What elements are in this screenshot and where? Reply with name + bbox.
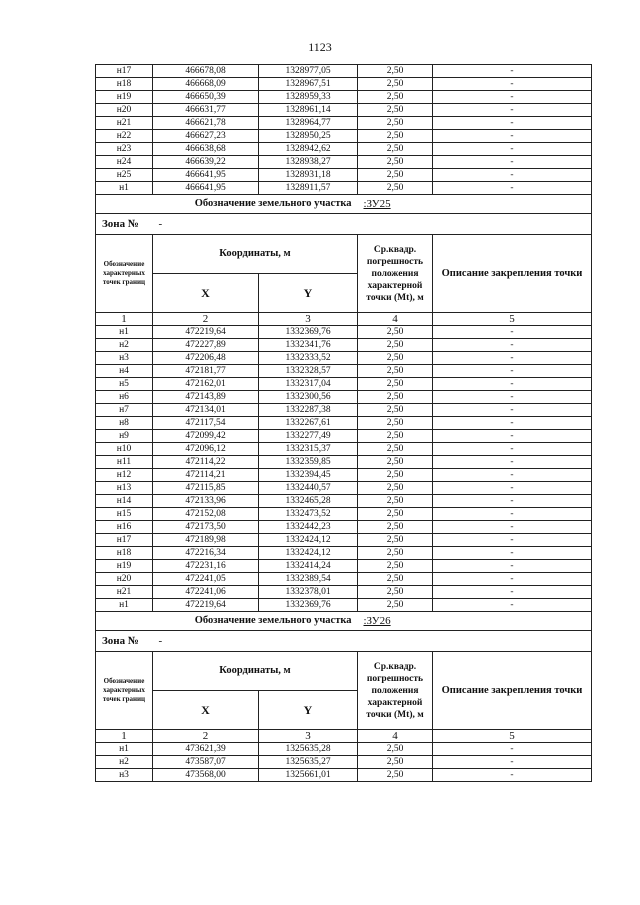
point-id-cell: н13 [96, 482, 153, 495]
y-coordinate-cell: 1332394,45 [259, 469, 358, 482]
y-coordinate-cell: 1328961,14 [259, 104, 358, 117]
y-coordinate-cell: 1332473,52 [259, 508, 358, 521]
error-cell: 2,50 [358, 130, 433, 143]
y-column-header: Y [259, 274, 358, 313]
error-header: Ср.квадр. погрешность положения характерной точки (Mt), м [358, 235, 433, 313]
table-row [96, 143, 592, 156]
error-cell: 2,50 [358, 456, 433, 469]
table-row [96, 430, 592, 443]
table-row [96, 91, 592, 104]
point-id-cell: н5 [96, 378, 153, 391]
column-number: 2 [153, 730, 259, 743]
y-coordinate-cell: 1328942,62 [259, 143, 358, 156]
point-id-cell: н20 [96, 573, 153, 586]
x-coordinate-cell: 466641,95 [153, 169, 259, 182]
x-coordinate-cell: 472099,42 [153, 430, 259, 443]
point-id-cell: н25 [96, 169, 153, 182]
fixation-description-header: Описание закрепления точки [433, 652, 592, 730]
description-cell: - [433, 117, 592, 130]
y-coordinate-cell: 1332424,12 [259, 534, 358, 547]
x-coordinate-cell: 473568,00 [153, 769, 259, 782]
x-coordinate-cell: 472231,16 [153, 560, 259, 573]
description-cell: - [433, 365, 592, 378]
table-row [96, 104, 592, 117]
table-row [96, 573, 592, 586]
y-coordinate-cell: 1325661,01 [259, 769, 358, 782]
x-coordinate-cell: 473621,39 [153, 743, 259, 756]
y-coordinate-cell: 1332341,76 [259, 339, 358, 352]
description-cell: - [433, 521, 592, 534]
table-row [96, 495, 592, 508]
error-cell: 2,50 [358, 586, 433, 599]
description-cell: - [433, 104, 592, 117]
error-cell: 2,50 [358, 391, 433, 404]
point-id-cell: н21 [96, 117, 153, 130]
x-coordinate-cell: 466621,78 [153, 117, 259, 130]
point-id-cell: н1 [96, 599, 153, 612]
x-coordinate-cell: 466678,08 [153, 65, 259, 78]
x-coordinate-cell: 466631,77 [153, 104, 259, 117]
x-coordinate-cell: 472219,64 [153, 599, 259, 612]
description-cell: - [433, 417, 592, 430]
description-cell: - [433, 599, 592, 612]
x-coordinate-cell: 466668,09 [153, 78, 259, 91]
table-row [96, 117, 592, 130]
point-id-cell: н1 [96, 182, 153, 195]
x-coordinate-cell: 472206,48 [153, 352, 259, 365]
y-coordinate-cell: 1332300,56 [259, 391, 358, 404]
table-row [96, 391, 592, 404]
error-cell: 2,50 [358, 417, 433, 430]
x-coordinate-cell: 472181,77 [153, 365, 259, 378]
error-cell: 2,50 [358, 599, 433, 612]
x-coordinate-cell: 472117,54 [153, 417, 259, 430]
zone-row [96, 214, 592, 235]
error-cell: 2,50 [358, 65, 433, 78]
point-id-cell: н21 [96, 586, 153, 599]
plot-designation-label: Обозначение земельного участка [96, 195, 358, 214]
point-id-cell: н19 [96, 560, 153, 573]
x-coordinate-cell: 472133,96 [153, 495, 259, 508]
point-id-cell: н19 [96, 91, 153, 104]
page-number: 1123 [308, 40, 332, 54]
y-coordinate-cell: 1328959,33 [259, 91, 358, 104]
table-header-row [96, 235, 592, 274]
table-row [96, 78, 592, 91]
error-cell: 2,50 [358, 365, 433, 378]
plot-designation-label: Обозначение земельного участка [96, 612, 358, 631]
plot-designation-row [96, 195, 592, 214]
point-id-cell: н3 [96, 769, 153, 782]
error-cell: 2,50 [358, 560, 433, 573]
x-coordinate-cell: 472152,08 [153, 508, 259, 521]
table-row [96, 534, 592, 547]
y-coordinate-cell: 1332424,12 [259, 547, 358, 560]
x-coordinate-cell: 472219,64 [153, 326, 259, 339]
y-coordinate-cell: 1332389,54 [259, 573, 358, 586]
x-coordinate-cell: 472114,22 [153, 456, 259, 469]
error-cell: 2,50 [358, 521, 433, 534]
point-id-cell: н20 [96, 104, 153, 117]
y-coordinate-cell: 1328938,27 [259, 156, 358, 169]
x-coordinate-cell: 472241,05 [153, 573, 259, 586]
y-coordinate-cell: 1332287,38 [259, 404, 358, 417]
point-designation-header: Обозначение характерных точек границ [96, 235, 153, 313]
point-id-cell: н18 [96, 547, 153, 560]
y-coordinate-cell: 1332328,57 [259, 365, 358, 378]
error-cell: 2,50 [358, 339, 433, 352]
point-id-cell: н12 [96, 469, 153, 482]
table-row [96, 508, 592, 521]
column-number: 3 [259, 313, 358, 326]
table-row [96, 417, 592, 430]
y-coordinate-cell: 1328977,05 [259, 65, 358, 78]
table-row [96, 469, 592, 482]
description-cell: - [433, 547, 592, 560]
x-coordinate-cell: 472162,01 [153, 378, 259, 391]
y-coordinate-cell: 1332333,52 [259, 352, 358, 365]
error-cell: 2,50 [358, 104, 433, 117]
table-row [96, 521, 592, 534]
table-row [96, 182, 592, 195]
description-cell: - [433, 378, 592, 391]
table-row [96, 456, 592, 469]
zone-label: Зона № [96, 214, 153, 235]
y-coordinate-cell: 1328967,51 [259, 78, 358, 91]
error-cell: 2,50 [358, 117, 433, 130]
plot-designation-row [96, 612, 592, 631]
description-cell: - [433, 91, 592, 104]
point-id-cell: н4 [96, 365, 153, 378]
description-cell: - [433, 65, 592, 78]
description-cell: - [433, 143, 592, 156]
table-row [96, 339, 592, 352]
x-coordinate-cell: 472114,21 [153, 469, 259, 482]
x-coordinate-cell: 466641,95 [153, 182, 259, 195]
coordinates-header: Координаты, м [153, 235, 358, 274]
y-coordinate-cell: 1328964,77 [259, 117, 358, 130]
table-row [96, 482, 592, 495]
table-row [96, 326, 592, 339]
description-cell: - [433, 756, 592, 769]
error-cell: 2,50 [358, 78, 433, 91]
error-cell: 2,50 [358, 404, 433, 417]
table-row [96, 547, 592, 560]
y-coordinate-cell: 1325635,27 [259, 756, 358, 769]
x-coordinate-cell: 472134,01 [153, 404, 259, 417]
zone-label: Зона № [96, 631, 153, 652]
table-row [96, 378, 592, 391]
plot-designation-value: :ЗУ25 [358, 195, 592, 214]
y-coordinate-cell: 1332440,57 [259, 482, 358, 495]
y-coordinate-cell: 1332317,04 [259, 378, 358, 391]
description-cell: - [433, 404, 592, 417]
point-id-cell: н15 [96, 508, 153, 521]
error-cell: 2,50 [358, 352, 433, 365]
error-cell: 2,50 [358, 469, 433, 482]
table-row [96, 404, 592, 417]
y-coordinate-cell: 1332267,61 [259, 417, 358, 430]
error-cell: 2,50 [358, 326, 433, 339]
point-id-cell: н14 [96, 495, 153, 508]
point-id-cell: н7 [96, 404, 153, 417]
description-cell: - [433, 573, 592, 586]
table-row [96, 65, 592, 78]
error-cell: 2,50 [358, 169, 433, 182]
table-row [96, 365, 592, 378]
error-cell: 2,50 [358, 508, 433, 521]
point-id-cell: н23 [96, 143, 153, 156]
y-coordinate-cell: 1332414,24 [259, 560, 358, 573]
coordinates-table [95, 64, 592, 782]
point-id-cell: н11 [96, 456, 153, 469]
x-coordinate-cell: 472173,50 [153, 521, 259, 534]
coordinates-header: Координаты, м [153, 652, 358, 691]
description-cell: - [433, 339, 592, 352]
x-coordinate-cell: 466650,39 [153, 91, 259, 104]
table-row [96, 599, 592, 612]
y-coordinate-cell: 1332442,23 [259, 521, 358, 534]
y-coordinate-cell: 1332277,49 [259, 430, 358, 443]
x-coordinate-cell: 466639,22 [153, 156, 259, 169]
error-cell: 2,50 [358, 91, 433, 104]
description-cell: - [433, 182, 592, 195]
y-coordinate-cell: 1328950,25 [259, 130, 358, 143]
point-id-cell: н3 [96, 352, 153, 365]
column-number: 5 [433, 730, 592, 743]
error-cell: 2,50 [358, 769, 433, 782]
description-cell: - [433, 560, 592, 573]
column-number: 1 [96, 730, 153, 743]
table-row [96, 443, 592, 456]
description-cell: - [433, 508, 592, 521]
error-cell: 2,50 [358, 443, 433, 456]
table-row [96, 130, 592, 143]
description-cell: - [433, 456, 592, 469]
table-row [96, 169, 592, 182]
point-designation-header: Обозначение характерных точек границ [96, 652, 153, 730]
plot-designation-value: :ЗУ26 [358, 612, 592, 631]
table-header-row [96, 652, 592, 691]
point-id-cell: н1 [96, 743, 153, 756]
column-number: 4 [358, 313, 433, 326]
point-id-cell: н16 [96, 521, 153, 534]
description-cell: - [433, 130, 592, 143]
error-cell: 2,50 [358, 547, 433, 560]
y-coordinate-cell: 1325635,28 [259, 743, 358, 756]
y-coordinate-cell: 1328911,57 [259, 182, 358, 195]
y-coordinate-cell: 1332359,85 [259, 456, 358, 469]
x-coordinate-cell: 466627,23 [153, 130, 259, 143]
description-cell: - [433, 443, 592, 456]
point-id-cell: н9 [96, 430, 153, 443]
point-id-cell: н8 [96, 417, 153, 430]
point-id-cell: н2 [96, 339, 153, 352]
x-coordinate-cell: 472241,06 [153, 586, 259, 599]
y-coordinate-cell: 1332369,76 [259, 599, 358, 612]
x-coordinate-cell: 472115,85 [153, 482, 259, 495]
point-id-cell: н10 [96, 443, 153, 456]
error-cell: 2,50 [358, 534, 433, 547]
description-cell: - [433, 743, 592, 756]
x-coordinate-cell: 472143,89 [153, 391, 259, 404]
point-id-cell: н22 [96, 130, 153, 143]
description-cell: - [433, 352, 592, 365]
zone-value: - [153, 631, 592, 652]
description-cell: - [433, 430, 592, 443]
zone-value: - [153, 214, 592, 235]
table-row [96, 769, 592, 782]
column-number: 3 [259, 730, 358, 743]
x-coordinate-cell: 472096,12 [153, 443, 259, 456]
column-number-row [96, 313, 592, 326]
description-cell: - [433, 534, 592, 547]
column-number: 4 [358, 730, 433, 743]
table-row [96, 756, 592, 769]
point-id-cell: н17 [96, 534, 153, 547]
zone-row [96, 631, 592, 652]
point-id-cell: н18 [96, 78, 153, 91]
error-cell: 2,50 [358, 756, 433, 769]
error-cell: 2,50 [358, 182, 433, 195]
point-id-cell: н2 [96, 756, 153, 769]
error-cell: 2,50 [358, 482, 433, 495]
point-id-cell: н1 [96, 326, 153, 339]
point-id-cell: н24 [96, 156, 153, 169]
description-cell: - [433, 169, 592, 182]
x-coordinate-cell: 472227,89 [153, 339, 259, 352]
error-cell: 2,50 [358, 495, 433, 508]
fixation-description-header: Описание закрепления точки [433, 235, 592, 313]
description-cell: - [433, 769, 592, 782]
y-coordinate-cell: 1332315,37 [259, 443, 358, 456]
x-coordinate-cell: 472189,98 [153, 534, 259, 547]
y-column-header: Y [259, 691, 358, 730]
column-number: 5 [433, 313, 592, 326]
description-cell: - [433, 495, 592, 508]
error-cell: 2,50 [358, 378, 433, 391]
error-cell: 2,50 [358, 143, 433, 156]
description-cell: - [433, 156, 592, 169]
point-id-cell: н17 [96, 65, 153, 78]
table-row [96, 352, 592, 365]
error-header: Ср.квадр. погрешность положения характерной точки (Mt), м [358, 652, 433, 730]
description-cell: - [433, 469, 592, 482]
table-row [96, 586, 592, 599]
error-cell: 2,50 [358, 430, 433, 443]
table-row [96, 156, 592, 169]
table-row [96, 560, 592, 573]
column-number: 2 [153, 313, 259, 326]
description-cell: - [433, 586, 592, 599]
y-coordinate-cell: 1332378,01 [259, 586, 358, 599]
x-coordinate-cell: 472216,34 [153, 547, 259, 560]
column-number-row [96, 730, 592, 743]
description-cell: - [433, 326, 592, 339]
y-coordinate-cell: 1328931,18 [259, 169, 358, 182]
x-column-header: X [153, 691, 259, 730]
y-coordinate-cell: 1332465,28 [259, 495, 358, 508]
error-cell: 2,50 [358, 743, 433, 756]
x-coordinate-cell: 466638,68 [153, 143, 259, 156]
description-cell: - [433, 482, 592, 495]
x-column-header: X [153, 274, 259, 313]
error-cell: 2,50 [358, 573, 433, 586]
x-coordinate-cell: 473587,07 [153, 756, 259, 769]
y-coordinate-cell: 1332369,76 [259, 326, 358, 339]
description-cell: - [433, 391, 592, 404]
table-row [96, 743, 592, 756]
point-id-cell: н6 [96, 391, 153, 404]
column-number: 1 [96, 313, 153, 326]
error-cell: 2,50 [358, 156, 433, 169]
description-cell: - [433, 78, 592, 91]
